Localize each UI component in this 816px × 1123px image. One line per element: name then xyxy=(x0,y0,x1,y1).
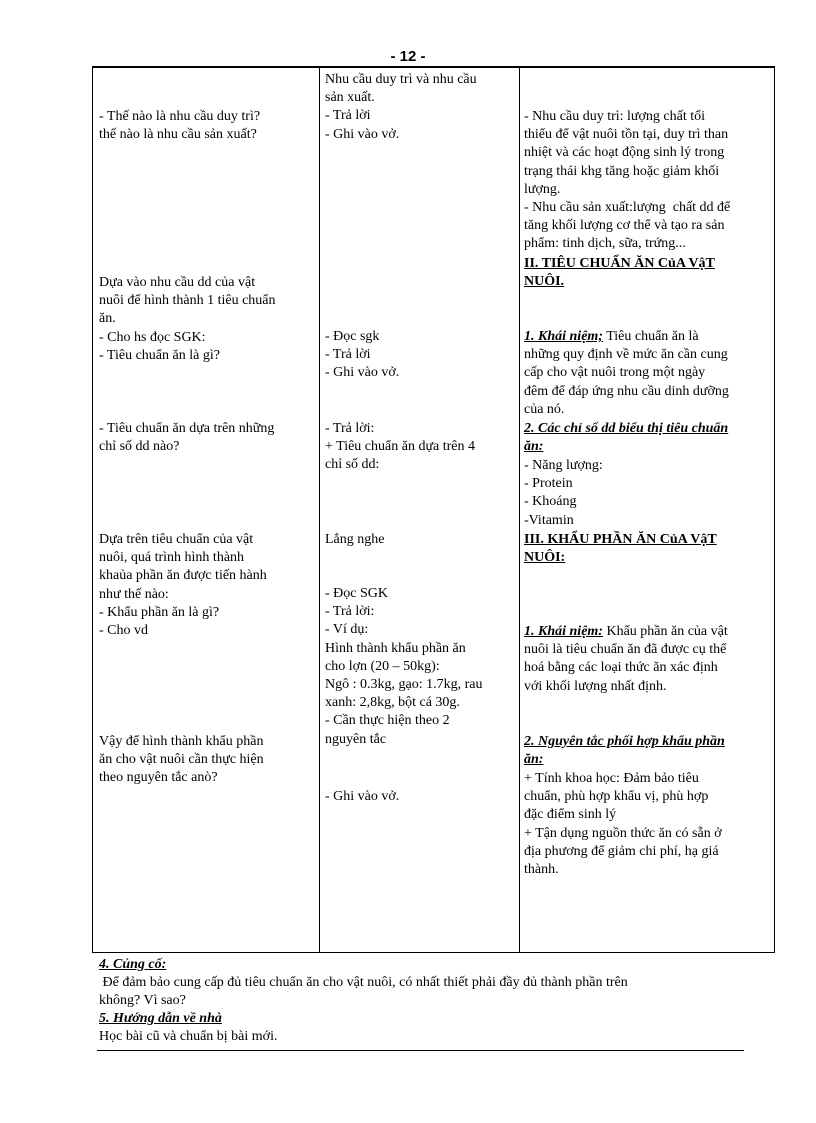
teacher-activity: Dựa trên tiêu chuẩn của vật nuôi, quá trình hình thành khaủa phần ăn được tiến hành như thế nào: - Khẩu phần ăn là gì? - Cho vd xyxy=(99,532,267,639)
student-activity: - Đọc sgk - Trả lời - Ghi vào vở. xyxy=(325,329,400,381)
subheading: 1. Khái niệm: xyxy=(524,624,603,639)
huong-dan-text: Học bài cũ và chuẩn bị bài mới. xyxy=(99,1029,278,1044)
cung-co-heading: 4. Củng cố: xyxy=(99,957,167,972)
column-divider xyxy=(519,68,520,952)
student-activity: - Đọc SGK - Trả lời: - Ví dụ: Hình thành khẩu phần ăn cho lợn (20 – 50kg): Ngô : 0.3kg, gạo: 1.7kg, rau xanh: 2,8kg, bột cá 30g. - Cần thực hiện theo 2 nguyên tắc xyxy=(325,586,483,747)
student-activity: - Trả lời: + Tiêu chuẩn ăn dựa trên 4 chỉ số dd: xyxy=(325,421,476,473)
subheading: 1. Khái niệm; xyxy=(524,329,603,344)
column-divider xyxy=(319,68,320,952)
subheading: 2. Nguyên tắc phối hợp khẩu phần ăn: xyxy=(524,734,725,768)
section-heading: II. TIÊU CHUẨN ĂN CủA VậT NUÔI. xyxy=(524,256,715,290)
content-block: - Năng lượng: - Protein - Khoáng -Vitamin xyxy=(524,458,603,528)
content-block: 1. Khái niệm; Tiêu chuẩn ăn là những quy định về mức ăn cần cung cấp cho vật nuôi trong một ngày đêm để đáp ứng nhu cầu dinh dưỡng của nó. xyxy=(524,329,729,417)
content-block: 1. Khái niệm: Khẩu phần ăn của vật nuôi là tiêu chuẩn ăn đã được cụ thể hoá bằng các loại thức ăn xác định với khối lượng nhất định. xyxy=(524,624,728,694)
teacher-activity: - Thế nào là nhu cầu duy trì? thế nào là nhu cầu sản xuất? xyxy=(99,109,261,143)
student-activity: - Ghi vào vở. xyxy=(325,789,400,804)
student-activity: Lắng nghe xyxy=(325,532,385,547)
subheading: 2. Các chỉ số dd biểu thị tiêu chuẩn ăn: xyxy=(524,421,729,455)
huong-dan-heading: 5. Hướng dẫn về nhà xyxy=(99,1011,222,1026)
student-activity: Nhu cầu duy trì và nhu cầu sản xuất. - Trả lời - Ghi vào vở. xyxy=(325,72,477,142)
content-block: - Nhu cầu duy trì: lượng chất tối thiểu để vật nuôi tồn tại, duy trì than nhiệt và các hoạt động sinh lý trong trạng thái khg tăng hoặc giảm khối lượng. - Nhu cầu sản xuất:lượng chất dd để tăng khối lượng cơ thể và tạo ra sản phẩm: tinh dịch, sữa, trứng... xyxy=(524,109,731,252)
cung-co-text: Để đảm bảo cung cấp đủ tiêu chuẩn ăn cho vật nuôi, có nhất thiết phải đầy đủ thành phần trên không? Vì sao? xyxy=(99,975,628,1008)
teacher-activity: - Tiêu chuẩn ăn dựa trên những chỉ số dd nào? xyxy=(99,421,275,455)
content-block: + Tính khoa học: Đảm bảo tiêu chuẩn, phù hợp khẩu vị, phù hợp đặc điểm sinh lý + Tận dụng nguồn thức ăn có sẵn ở địa phương để giảm chi phí, hạ giá thành. xyxy=(524,771,722,878)
page-number: - 12 - xyxy=(390,48,426,65)
footer-divider xyxy=(97,1050,744,1051)
teacher-activity: Dựa vào nhu cầu dd của vật nuôi để hình thành 1 tiêu chuẩn ăn. - Cho hs đọc SGK: - Tiêu chuẩn ăn là gì? xyxy=(99,275,276,363)
section-heading: III. KHẨU PHẦN ĂN CủA VậT NUÔI: xyxy=(524,532,717,566)
teacher-activity: Vậy để hình thành khẩu phần ăn cho vật nuôi cần thực hiện theo nguyên tắc anò? xyxy=(99,734,264,786)
